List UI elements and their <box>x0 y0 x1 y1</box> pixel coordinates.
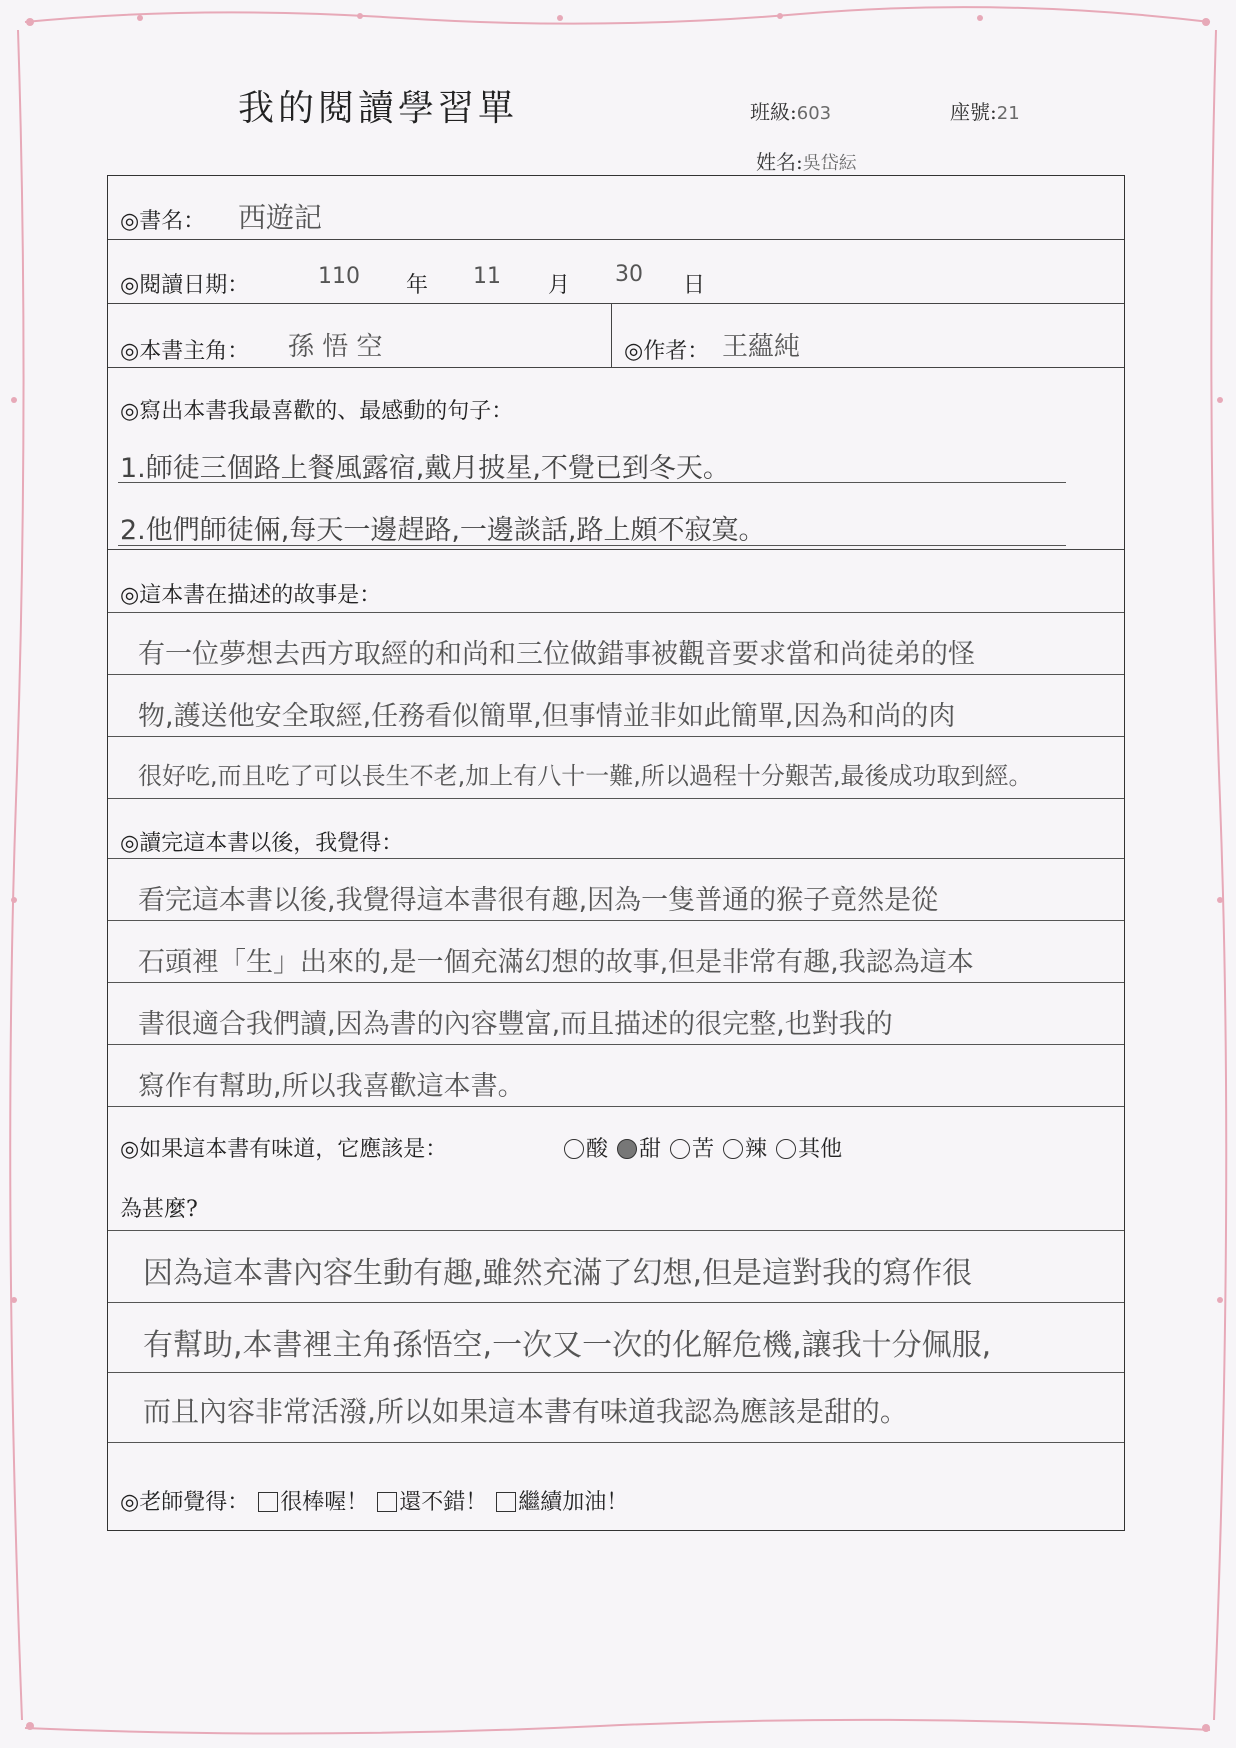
story-line-1: 有一位夢想去西方取經的和尚和三位做錯事被觀音要求當和尚徒弟的怪 <box>138 639 975 670</box>
taste-option-other: 其他 <box>798 1137 843 1162</box>
class-value: 603 <box>796 103 832 124</box>
date-row <box>108 240 1124 304</box>
date-month: 11 <box>473 264 501 289</box>
worksheet-table <box>107 175 1125 1531</box>
why-line-3: 而且內容非常活潑,所以如果這本書有味道我認為應該是甜的。 <box>143 1395 908 1428</box>
feeling-line-4: 寫作有幫助,所以我喜歡這本書。 <box>138 1071 525 1102</box>
protagonist-value: 孫 悟 空 <box>288 332 383 362</box>
teacher-option-good: 還不錯！ <box>399 1490 488 1515</box>
teacher-option-good-checkbox[interactable] <box>377 1492 397 1512</box>
date-year: 110 <box>318 264 360 289</box>
book-row <box>108 176 1124 240</box>
taste-option-spicy: 辣 <box>745 1137 768 1162</box>
taste-option-sour: 酸 <box>586 1137 609 1162</box>
story-line-3: 很好吃,而且吃了可以長生不老,加上有八十一難,所以過程十分艱苦,最後成功取到經。 <box>138 762 1033 790</box>
taste-option-bitter: 苦 <box>692 1137 715 1162</box>
writing-line <box>118 545 1066 546</box>
feeling-section <box>108 796 1124 1106</box>
favorite-line-2: 2.他們師徒倆,每天一邊趕路,一邊談話,路上頗不寂寞。 <box>120 515 766 546</box>
story-section <box>108 550 1124 796</box>
teacher-options <box>120 1485 628 1516</box>
teacher-option-keep-going-checkbox[interactable] <box>496 1492 516 1512</box>
author-value: 王蘊純 <box>722 332 801 362</box>
date-month-unit: 月 <box>548 273 571 298</box>
seat-value: 21 <box>996 103 1020 124</box>
seat-field <box>950 96 1020 125</box>
taste-section <box>108 1106 1124 1428</box>
protagonist-label: ◎本書主角： <box>120 339 250 364</box>
story-line-2: 物,護送他安全取經,任務看似簡單,但事情並非如此簡單,因為和尚的肉 <box>138 701 956 732</box>
page-title: 我的閱讀學習單 <box>238 88 519 129</box>
teacher-label: ◎老師覺得： <box>120 1490 250 1515</box>
author-label: ◎作者： <box>624 339 710 364</box>
why-line-1: 因為這本書內容生動有趣,雖然充滿了幻想,但是這對我的寫作很 <box>143 1256 973 1291</box>
name-value: 吳岱紜 <box>802 153 857 174</box>
why-line-2: 有幫助,本書裡主角孫悟空,一次又一次的化解危機,讓我十分佩服, <box>143 1328 992 1363</box>
feeling-line-1: 看完這本書以後,我覺得這本書很有趣,因為一隻普通的猴子竟然是從 <box>138 885 939 916</box>
book-label: ◎書名： <box>120 209 206 234</box>
teacher-option-great-checkbox[interactable] <box>258 1492 278 1512</box>
favorite-line-1: 1.師徒三個路上餐風露宿,戴月披星,不覺已到冬天。 <box>120 453 730 484</box>
teacher-section <box>108 1461 1124 1531</box>
date-year-unit: 年 <box>406 273 429 298</box>
name-field <box>756 146 857 175</box>
date-day: 30 <box>615 262 643 287</box>
writing-line <box>118 482 1066 483</box>
name-label: 姓名: <box>756 150 803 174</box>
taste-option-sweet: 甜 <box>639 1137 662 1162</box>
teacher-option-great: 很棒喔！ <box>280 1490 369 1515</box>
teacher-option-keep-going: 繼續加油！ <box>518 1490 629 1515</box>
feeling-line-3: 書很適合我們讀,因為書的內容豐富,而且描述的很完整,也對我的 <box>138 1009 893 1040</box>
favorite-section <box>108 368 1124 550</box>
date-label: ◎閱讀日期： <box>120 273 250 298</box>
seat-label: 座號: <box>950 100 997 124</box>
book-value: 西遊記 <box>238 201 323 234</box>
feeling-line-2: 石頭裡「生」出來的,是一個充滿幻想的故事,但是非常有趣,我認為這本 <box>138 947 974 978</box>
date-day-unit: 日 <box>683 273 706 298</box>
taste-label: ◎如果這本書有味道，它應該是： <box>120 1137 448 1162</box>
favorite-label: ◎寫出本書我最喜歡的、最感動的句子： <box>120 399 514 424</box>
protagonist-author-row <box>108 304 1124 368</box>
column-divider <box>611 304 612 368</box>
feeling-label: ◎讀完這本書以後，我覺得： <box>120 831 404 856</box>
story-label: ◎這本書在描述的故事是： <box>120 583 382 608</box>
class-field <box>750 96 831 125</box>
why-label: 為甚麼? <box>120 1197 198 1222</box>
why-label-line <box>108 1106 1124 1231</box>
class-label: 班級: <box>750 100 797 124</box>
